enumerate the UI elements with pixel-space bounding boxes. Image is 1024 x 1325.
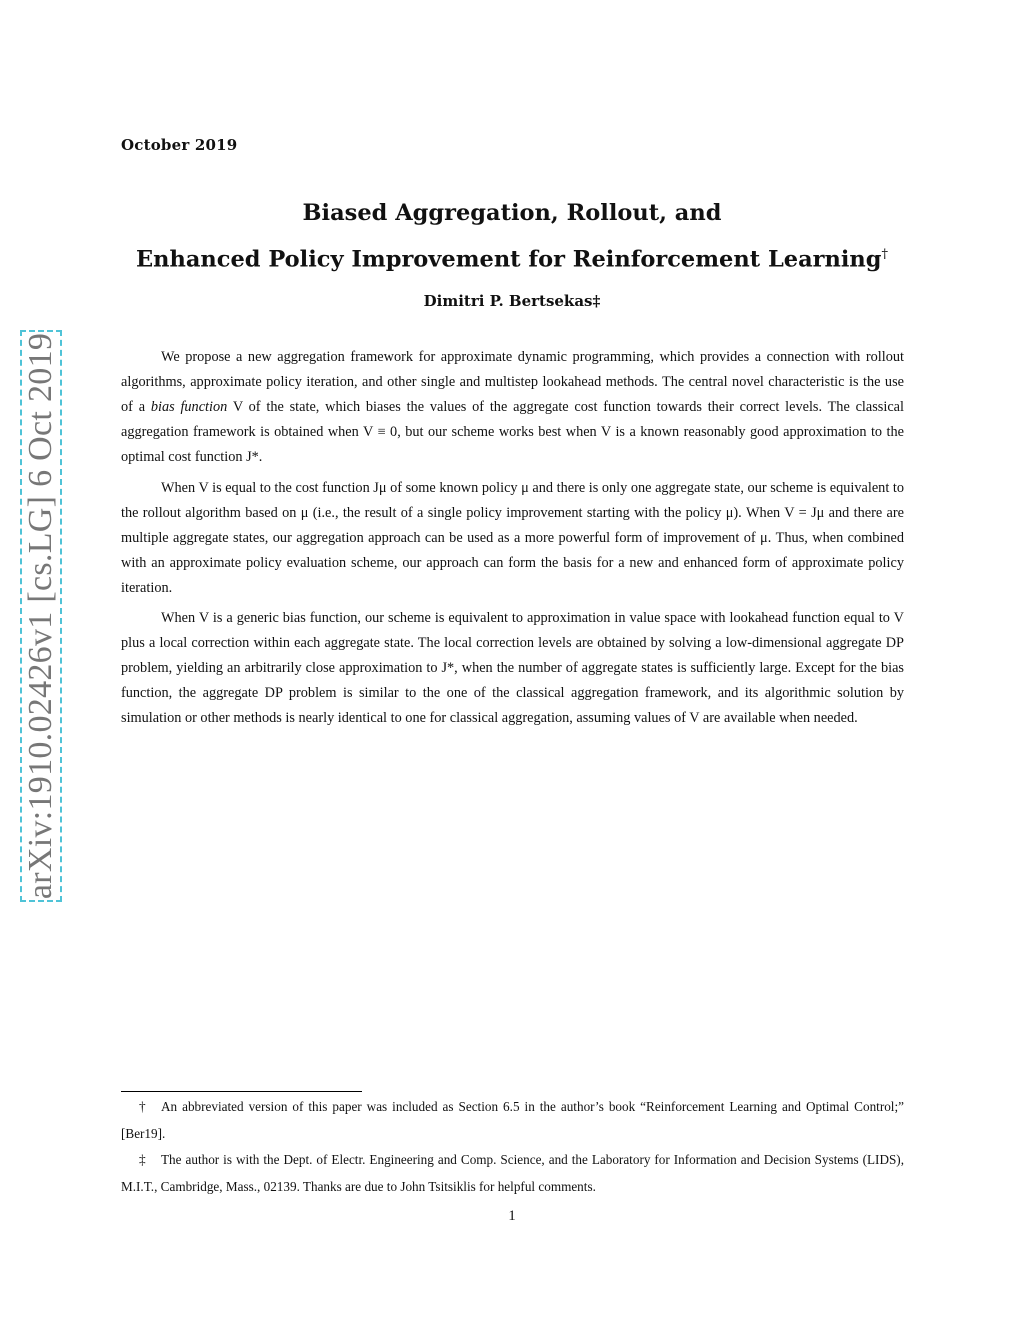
abstract bbox=[121, 345, 904, 737]
abstract-p1-text-a: We propose a new aggregation framework for approximate dynamic programming, which provides a connection with rollout algorithms, approximate policy iteration, and other single and multistep lookahead methods. The central novel characteristic is the use of a bbox=[121, 349, 904, 415]
paper-title bbox=[100, 193, 924, 281]
title-footnote-mark: † bbox=[881, 247, 889, 262]
footnote-1-text: An abbreviated version of this paper was included as Section 6.5 in the author’s book “Reinforcement Learning and Optimal Control;” [Ber19]. bbox=[121, 1099, 904, 1141]
page-number: 1 bbox=[508, 1208, 516, 1224]
author-footnote-mark: ‡ bbox=[592, 292, 601, 310]
title-line-1: Biased Aggregation, Rollout, and bbox=[302, 200, 722, 226]
abstract-paragraph-3: When V is a generic bias function, our scheme is equivalent to approximation in value space with lookahead function equal to V plus a local correction within each aggregate state. The local correction levels are obtained by solving a low-dimensional aggregate DP problem, yielding an arbitrarily close approximation to J*, when the number of aggregate states is sufficiently large. Except for the bias function, the aggregate DP problem is similar to the one of the classical aggregation framework, and its algorithmic solution by simulation or other methods is nearly identical to one for classical aggregation, assuming values of V are available when needed. bbox=[121, 610, 904, 726]
abstract-p1-text-b: V of the state, which biases the values of the aggregate cost function towards their correct levels. The classical aggregation framework is obtained when V ≡ 0, but our scheme works best when V is a known reasonably good approximation to the optimal cost function J*. bbox=[121, 399, 905, 465]
footnote-1-mark: † bbox=[139, 1099, 146, 1114]
footnote-rule bbox=[121, 1091, 362, 1092]
footnote-2-text: The author is with the Dept. of Electr. Engineering and Comp. Science, and the Laboratory for Information and Decision Systems (LIDS), M.I.T., Cambridge, Mass., 02139. Thanks are due to John Tsitsiklis for helpful comments. bbox=[121, 1152, 904, 1194]
author-name: Dimitri P. Bertsekas bbox=[423, 292, 593, 310]
footnote-1 bbox=[121, 1094, 904, 1147]
title-line-2 bbox=[100, 234, 924, 281]
arxiv-stamp-text: arXiv:1910.02426v1 [cs.LG] 6 Oct 2019 bbox=[22, 332, 59, 900]
paper-author bbox=[100, 292, 924, 310]
title-line-2-text: Enhanced Policy Improvement for Reinforcement Learning bbox=[135, 246, 882, 273]
abstract-paragraph-2: When V is equal to the cost function Jμ of some known policy μ and there is only one aggregate state, our scheme is equivalent to the rollout algorithm based on μ (i.e., the result of a single policy improvement starting with the policy μ). When V = Jμ and there are multiple aggregate states, our aggregation approach can be used as a more powerful form of improvement of μ. Thus, when combined with an approximate policy evaluation scheme, our approach can form the basis for a new and enhanced form of approximate policy iteration. bbox=[121, 479, 904, 596]
abstract-paragraph-1 bbox=[121, 345, 904, 470]
abstract-p1-emphasis: bias function bbox=[150, 399, 228, 415]
footnote-2 bbox=[121, 1147, 904, 1200]
paper-date: October 2019 bbox=[121, 136, 238, 154]
arxiv-stamp[interactable] bbox=[20, 330, 62, 902]
footnotes bbox=[121, 1094, 904, 1200]
footnote-2-mark: ‡ bbox=[139, 1152, 146, 1167]
